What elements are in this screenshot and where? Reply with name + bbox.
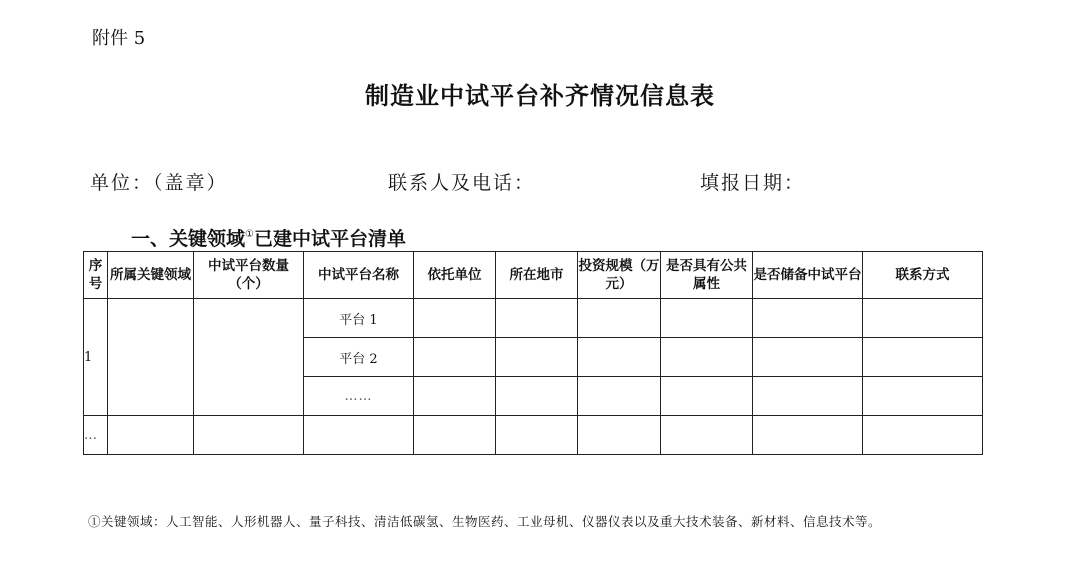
table-cell[interactable] <box>863 338 983 377</box>
header-public: 是否具有公共属性 <box>661 252 753 299</box>
header-city: 所在地市 <box>496 252 578 299</box>
table-cell[interactable] <box>661 377 753 416</box>
table-cell[interactable] <box>578 338 661 377</box>
row-seq: 1 <box>84 299 108 416</box>
header-reserve: 是否储备中试平台 <box>753 252 863 299</box>
table-cell[interactable] <box>578 299 661 338</box>
table-cell[interactable] <box>496 338 578 377</box>
table-cell[interactable] <box>414 377 496 416</box>
field-cell[interactable] <box>108 299 194 416</box>
table-cell[interactable] <box>414 338 496 377</box>
platform-name-cell: 平台 1 <box>304 299 414 338</box>
table-cell[interactable] <box>194 416 304 455</box>
table-cell[interactable] <box>863 299 983 338</box>
table-header-row <box>84 252 983 299</box>
attachment-label: 附件 5 <box>92 28 146 49</box>
table-cell[interactable] <box>753 377 863 416</box>
table-cell[interactable] <box>108 416 194 455</box>
header-contact: 联系方式 <box>863 252 983 299</box>
table-row <box>84 416 983 455</box>
table-cell[interactable] <box>496 377 578 416</box>
header-field: 所属关键领域 <box>108 252 194 299</box>
footnote-mark: ① <box>245 229 254 240</box>
document-title: 制造业中试平台补齐情况信息表 <box>365 82 715 110</box>
table-cell[interactable] <box>753 338 863 377</box>
row-seq: … <box>84 416 108 455</box>
header-count: 中试平台数量（个） <box>194 252 304 299</box>
footnote: ①关键领域：人工智能、人形机器人、量子科技、清洁低碳氢、生物医药、工业母机、仪器仪表以及重大技术装备、新材料、信息技术等。 <box>88 514 882 529</box>
table-cell[interactable] <box>414 416 496 455</box>
header-investment: 投资规模（万元） <box>578 252 661 299</box>
table-cell[interactable] <box>496 299 578 338</box>
table-cell[interactable] <box>661 416 753 455</box>
table-cell[interactable] <box>863 377 983 416</box>
count-cell[interactable] <box>194 299 304 416</box>
table-cell[interactable] <box>578 416 661 455</box>
platform-name-cell: 平台 2 <box>304 338 414 377</box>
table-cell[interactable] <box>863 416 983 455</box>
table-cell[interactable] <box>661 338 753 377</box>
table-cell[interactable] <box>753 299 863 338</box>
header-name: 中试平台名称 <box>304 252 414 299</box>
contact-field-label: 联系人及电话： <box>388 172 536 194</box>
table-cell[interactable] <box>496 416 578 455</box>
platform-table <box>83 251 983 455</box>
table-cell[interactable] <box>661 299 753 338</box>
section-heading <box>131 224 406 251</box>
unit-field-label: 单位：（盖章） <box>90 172 228 194</box>
table-row <box>84 299 983 338</box>
section-title: 一、关键领域 <box>131 228 246 250</box>
platform-name-cell: …… <box>304 377 414 416</box>
table-cell[interactable] <box>414 299 496 338</box>
header-seq: 序号 <box>84 252 108 299</box>
date-field-label: 填报日期： <box>700 172 806 194</box>
table-cell[interactable] <box>578 377 661 416</box>
table-cell[interactable] <box>753 416 863 455</box>
header-host: 依托单位 <box>414 252 496 299</box>
table-cell[interactable] <box>304 416 414 455</box>
section-title-rest: 已建中试平台清单 <box>253 228 406 250</box>
